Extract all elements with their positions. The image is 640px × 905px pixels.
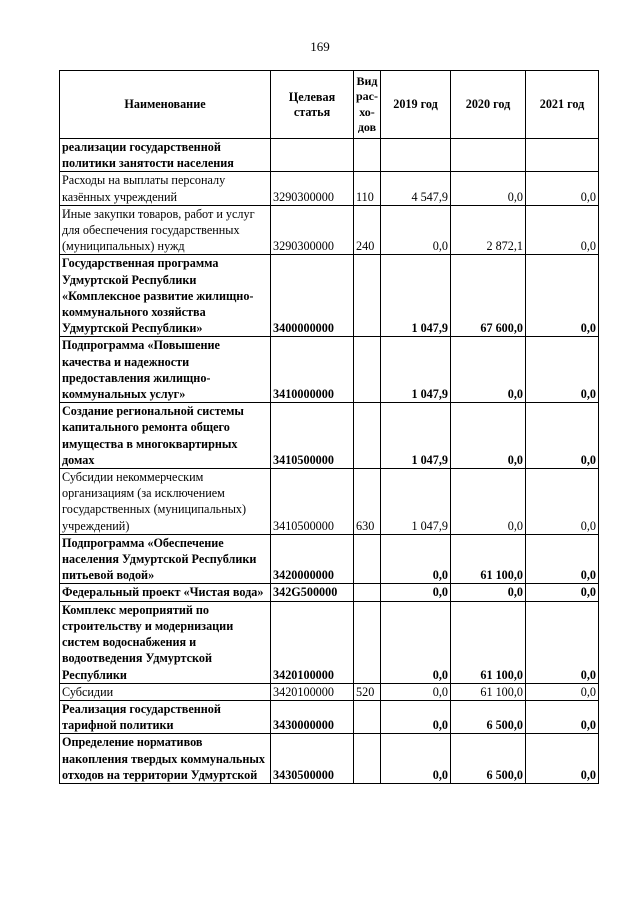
cell-y2021: 0,0 (526, 683, 599, 700)
cell-name: Подпрограмма «Повышение качества и надежности предоставления жилищно-коммунальных услуг» (60, 337, 271, 403)
cell-y2021: 0,0 (526, 734, 599, 784)
page-number: 169 (310, 39, 330, 54)
cell-y2019: 0,0 (381, 683, 451, 700)
table-row (60, 205, 599, 255)
cell-y2020: 0,0 (451, 584, 526, 601)
cell-name: Реализация государственной тарифной политики (60, 700, 271, 733)
cell-name: Иные закупки товаров, работ и услуг для обеспечения государственных (муниципальных) нужд (60, 205, 271, 255)
cell-y2021: 0,0 (526, 172, 599, 205)
cell-y2019: 1 047,9 (381, 337, 451, 403)
cell-y2021 (526, 139, 599, 172)
cell-y2019: 0,0 (381, 601, 451, 683)
header-2020: 2020 год (451, 71, 526, 139)
cell-code: 3410500000 (271, 469, 354, 535)
cell-vr: 110 (354, 172, 381, 205)
cell-code: 3410000000 (271, 337, 354, 403)
cell-code: 3290300000 (271, 205, 354, 255)
cell-code: 3420000000 (271, 534, 354, 584)
header-2021: 2021 год (526, 71, 599, 139)
table-row (60, 601, 599, 683)
table-body (60, 139, 599, 784)
table-header-row (60, 71, 599, 139)
cell-code: 3420100000 (271, 601, 354, 683)
cell-y2020: 61 100,0 (451, 683, 526, 700)
budget-table (59, 70, 599, 784)
cell-code: 3290300000 (271, 172, 354, 205)
cell-y2020: 0,0 (451, 172, 526, 205)
header-vr: Вид рас-хо-дов (354, 71, 381, 139)
table-row (60, 172, 599, 205)
cell-y2021: 0,0 (526, 337, 599, 403)
table-row (60, 255, 599, 337)
cell-name: Федеральный проект «Чистая вода» (60, 584, 271, 601)
cell-y2019: 0,0 (381, 734, 451, 784)
cell-y2019: 4 547,9 (381, 172, 451, 205)
cell-y2020: 6 500,0 (451, 700, 526, 733)
cell-vr: 240 (354, 205, 381, 255)
header-name: Наименование (60, 71, 271, 139)
cell-y2019 (381, 139, 451, 172)
cell-name: Субсидии некоммерческим организациям (за исключением государственных (муниципальных) учреждений) (60, 469, 271, 535)
table-row (60, 734, 599, 784)
table-row (60, 683, 599, 700)
cell-name: Создание региональной системы капитального ремонта общего имущества в многоквартирных домах (60, 403, 271, 469)
table-row (60, 700, 599, 733)
cell-name: Подпрограмма «Обеспечение населения Удмуртской Республики питьевой водой» (60, 534, 271, 584)
table-row (60, 584, 599, 601)
cell-y2019: 0,0 (381, 205, 451, 255)
cell-y2019: 1 047,9 (381, 255, 451, 337)
cell-code: 3400000000 (271, 255, 354, 337)
cell-code: 342G500000 (271, 584, 354, 601)
cell-y2019: 0,0 (381, 700, 451, 733)
cell-name: Расходы на выплаты персоналу казённых учреждений (60, 172, 271, 205)
cell-name: Государственная программа Удмуртской Республики «Комплексное развитие жилищно-коммунального хозяйства Удмуртской Республики» (60, 255, 271, 337)
cell-code (271, 139, 354, 172)
cell-y2021: 0,0 (526, 205, 599, 255)
cell-y2021: 0,0 (526, 534, 599, 584)
cell-y2021: 0,0 (526, 700, 599, 733)
table-row (60, 534, 599, 584)
cell-vr (354, 534, 381, 584)
cell-name: реализации государственной политики занятости населения (60, 139, 271, 172)
cell-y2019: 0,0 (381, 534, 451, 584)
cell-vr (354, 337, 381, 403)
cell-vr (354, 584, 381, 601)
cell-vr (354, 403, 381, 469)
cell-y2020: 0,0 (451, 469, 526, 535)
table-row (60, 469, 599, 535)
cell-y2021: 0,0 (526, 601, 599, 683)
cell-y2020: 0,0 (451, 337, 526, 403)
cell-y2021: 0,0 (526, 255, 599, 337)
cell-vr: 520 (354, 683, 381, 700)
header-2019: 2019 год (381, 71, 451, 139)
table-row (60, 139, 599, 172)
cell-name: Комплекс мероприятий по строительству и модернизации систем водоснабжения и водоотведения Удмуртской Республики (60, 601, 271, 683)
cell-vr (354, 601, 381, 683)
cell-code: 3410500000 (271, 403, 354, 469)
cell-vr: 630 (354, 469, 381, 535)
cell-y2021: 0,0 (526, 584, 599, 601)
cell-y2019: 1 047,9 (381, 469, 451, 535)
cell-y2020: 61 100,0 (451, 601, 526, 683)
cell-vr (354, 255, 381, 337)
cell-name: Субсидии (60, 683, 271, 700)
table-row (60, 403, 599, 469)
cell-vr (354, 700, 381, 733)
cell-y2020: 2 872,1 (451, 205, 526, 255)
cell-y2020: 6 500,0 (451, 734, 526, 784)
cell-y2021: 0,0 (526, 469, 599, 535)
cell-code: 3430000000 (271, 700, 354, 733)
cell-y2019: 1 047,9 (381, 403, 451, 469)
table-row (60, 337, 599, 403)
cell-y2021: 0,0 (526, 403, 599, 469)
cell-y2020 (451, 139, 526, 172)
cell-y2019: 0,0 (381, 584, 451, 601)
cell-vr (354, 139, 381, 172)
cell-y2020: 61 100,0 (451, 534, 526, 584)
cell-y2020: 67 600,0 (451, 255, 526, 337)
cell-vr (354, 734, 381, 784)
cell-y2020: 0,0 (451, 403, 526, 469)
header-code: Целевая статья (271, 71, 354, 139)
cell-code: 3420100000 (271, 683, 354, 700)
cell-name: Определение нормативов накопления твердых коммунальных отходов на территории Удмуртской (60, 734, 271, 784)
cell-code: 3430500000 (271, 734, 354, 784)
